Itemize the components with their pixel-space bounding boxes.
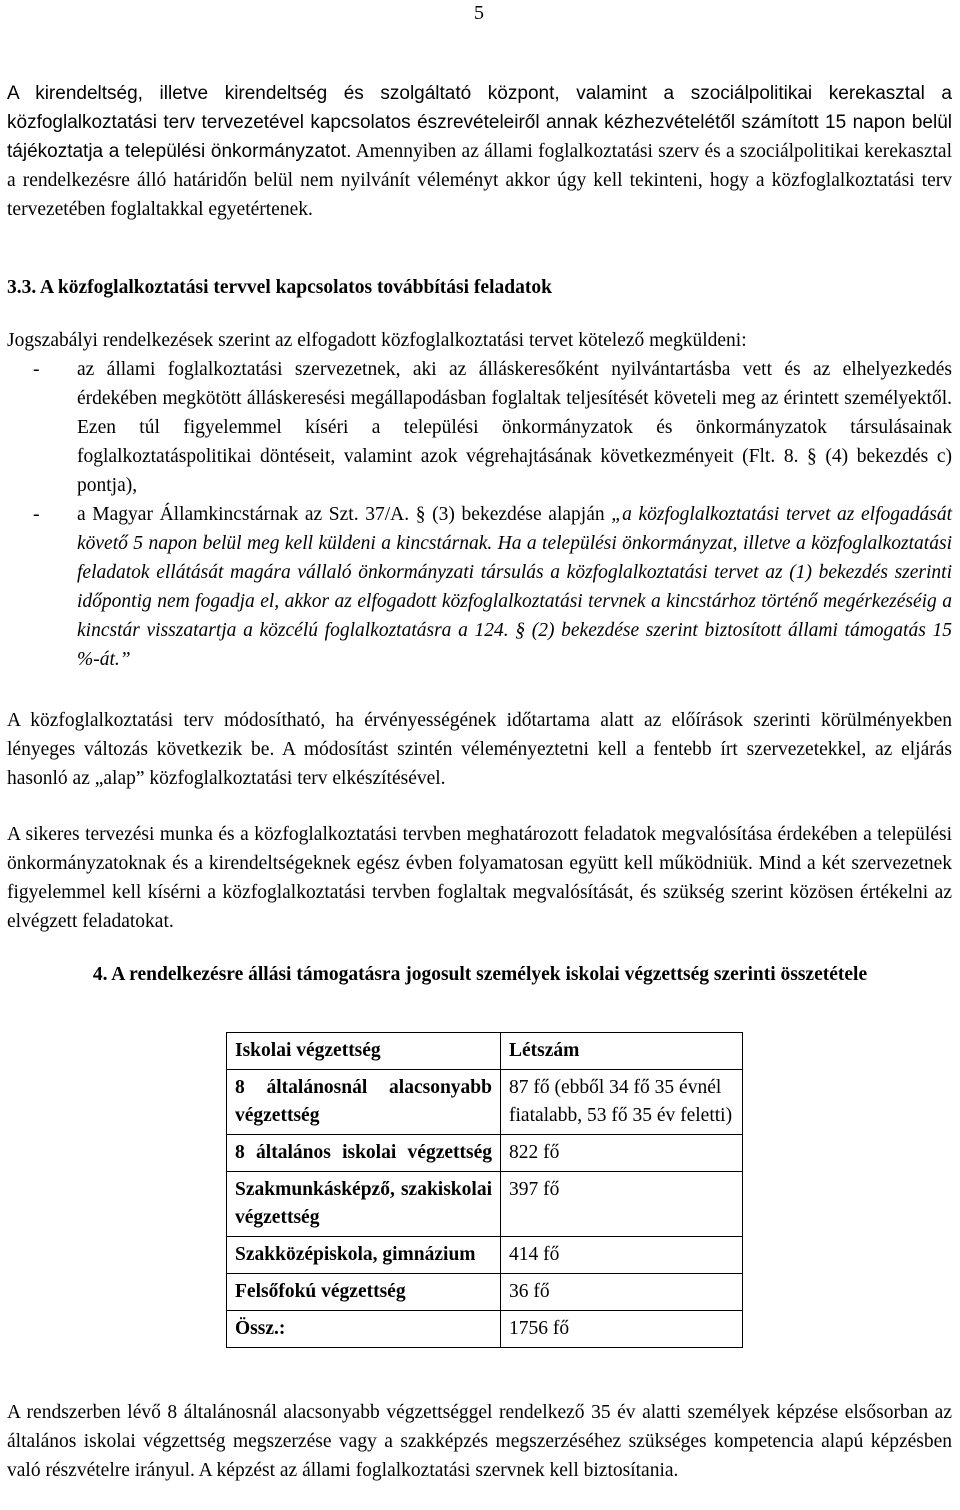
table-cell-education: Szakközépiskola, gimnázium (227, 1237, 501, 1274)
table-row (227, 1311, 743, 1348)
table-cell-education: Szakmunkásképző, szakiskolai végzettség (227, 1172, 501, 1237)
paragraph-3: A közfoglalkoztatási terv módosítható, ha érvényességének időtartama alatt az előírások szerinti körülményekben lényeges változás következik be. A módosítást szintén véleményeztetni kell a fentebb írt szervezetekkel, az eljárás hasonló az „alap” közfoglalkoztatási terv elkészítésével. (7, 710, 952, 789)
list-item-quote: „a közfoglalkoztatási tervet az elfogadását követő 5 napon belül meg kell küldeni a kincstárnak. Ha a települési önkormányzat, illetve a közfoglalkoztatási feladatok ellátását magára vállaló önkormányzati társulás a közfoglalkoztatási tervet az (1) bekezdés szerinti időpontig nem fogadja el, akkor az elfogadott közfoglalkoztatási tervnek a kincstárhoz történő megérkezéséig a kincstár visszatartja a közcélú foglalkoztatásra a 124. § (2) bekezdése szerint biztosított állami támogatás 15 %-át.” (77, 504, 952, 670)
table-header-cell: Iskolai végzettség (227, 1033, 501, 1070)
table-row (227, 1070, 743, 1135)
table-cell-count: 397 fő (501, 1172, 743, 1237)
table-cell-education: Felsőfokú végzettség (227, 1274, 501, 1311)
table-cell-total-label: Össz.: (227, 1311, 501, 1348)
section-heading-4: 4. A rendelkezésre állási támogatásra jogosult személyek iskolai végzettség szerinti összetétele (92, 964, 868, 985)
paragraph-1-part-a: A kirendeltség, illetve kirendeltség és szolgáltató központ, valamint a szociálpolitikai kerekasztal a közfoglalkoztatási terv tervezetével kapcsolatos észrevételeiről annak kézhezvételétől számított 15 napon belül tájékoztatja a települési önkormányzatot. (7, 83, 952, 162)
section-heading-3-3: 3.3. A közfoglalkoztatási tervvel kapcsolatos továbbítási feladatok (7, 277, 552, 298)
table-cell-education: 8 általánosnál alacsonyabb végzettség (227, 1070, 501, 1135)
table-cell-total-value: 1756 fő (501, 1311, 743, 1348)
list-item (7, 355, 952, 500)
table-row (227, 1135, 743, 1172)
paragraph-2: Jogszabályi rendelkezések szerint az elfogadott közfoglalkoztatási tervet kötelező megküldeni: (7, 330, 747, 351)
list-item-text: a Magyar Államkincstárnak az Szt. 37/A. § (3) bekezdése alapján (77, 504, 612, 525)
list-item-text: az állami foglalkoztatási szervezetnek, aki az álláskeresőként nyilvántartásba vett és az elhelyezkedés érdekében megkötött álláskeresési megállapodásban foglaltak teljesítését követeli meg az érintett személyektől. Ezen túl figyelemmel kíséri a települési önkormányzatok és önkormányzatok társulásainak foglalkoztatáspolitikai döntéseit, valamint azok végrehajtásának következményeit (Flt. 8. § (4) bekezdés c) pontja), (77, 359, 952, 496)
list-dash: - (33, 359, 40, 380)
paragraph-4: A sikeres tervezési munka és a közfoglalkoztatási tervben meghatározott feladatok megvalósítása érdekében a települési önkormányzatoknak és a kirendeltségeknek egész évben folyamatosan együtt kell működniük. Mind a két szervezetnek figyelemmel kell kísérni a közfoglalkoztatási tervben foglaltak megvalósítását, és szükség szerint közösen értékelni az elvégzett feladatokat. (7, 824, 952, 932)
list-dash: - (33, 504, 40, 525)
table-cell-education: 8 általános iskolai végzettség (227, 1135, 501, 1172)
table-row (227, 1274, 743, 1311)
page-number: 5 (474, 2, 484, 24)
education-table (226, 1032, 743, 1348)
table-header-cell: Létszám (501, 1033, 743, 1070)
recipient-list (7, 355, 952, 674)
paragraph-1-part-b: Amennyiben az állami foglalkoztatási szerv és a szociálpolitikai kerekasztal a rendelkezésre álló határidőn belül nem nyilvánít véleményt akkor úgy kell tekinteni, hogy a közfoglalkoztatási terv tervezetében foglaltakkal egyetértenek. (7, 141, 952, 220)
paragraph-1 (7, 79, 952, 224)
paragraph-5: A rendszerben lévő 8 általánosnál alacsonyabb végzettséggel rendelkező 35 év alatti személyek képzése elsősorban az általános iskolai végzettség megszerzése vagy a szakképzés megszerzéséhez szükséges kompetencia alapú képzésben való részvételre irányul. A képzést az állami foglalkoztatási szervnek kell biztosítania. (7, 1402, 952, 1481)
table-cell-count: 36 fő (501, 1274, 743, 1311)
table-header-row (227, 1033, 743, 1070)
list-item (7, 500, 952, 674)
table-row (227, 1237, 743, 1274)
table-cell-count: 822 fő (501, 1135, 743, 1172)
table-row (227, 1172, 743, 1237)
table-cell-count: 414 fő (501, 1237, 743, 1274)
table-cell-count: 87 fő (ebből 34 fő 35 évnél fiatalabb, 53 fő 35 év feletti) (501, 1070, 743, 1135)
